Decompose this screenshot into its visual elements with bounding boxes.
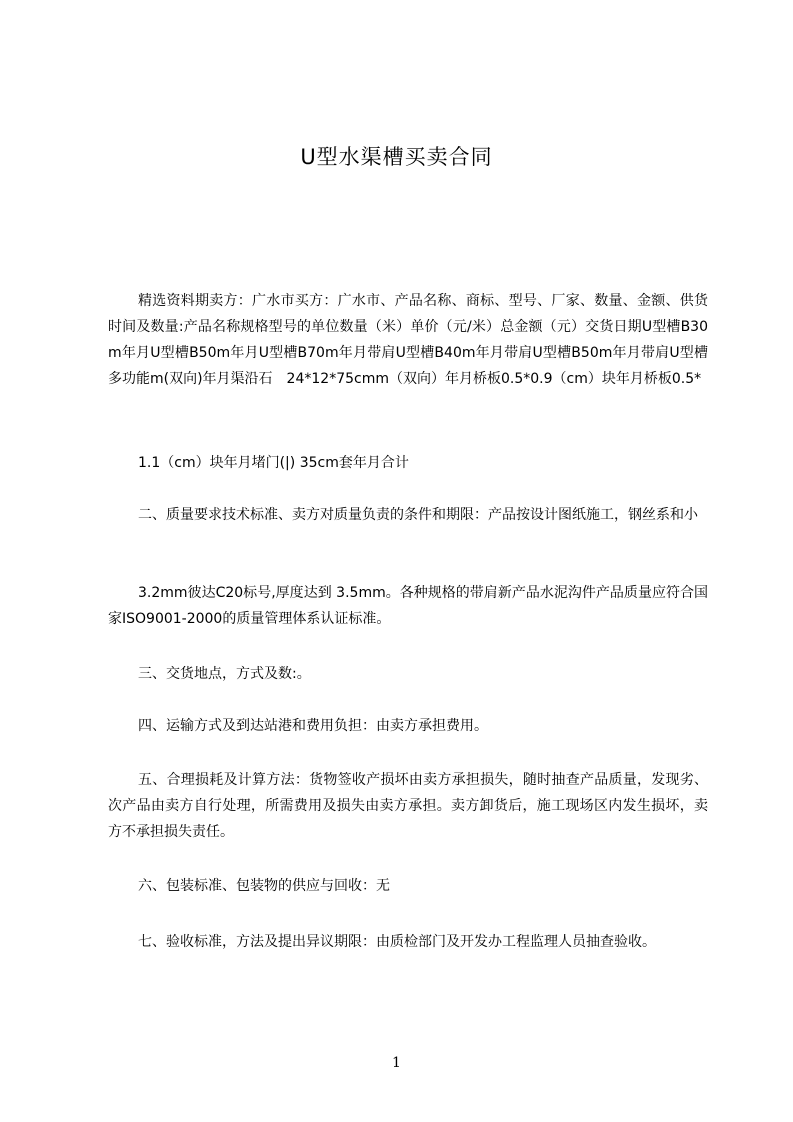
paragraph-quality-standard: 3.2mm彼达C20标号,厚度达到 3.5mm。各种规格的带肩新产品水泥沟件产品质量应符合国家ISO9001-2000的质量管理体系认证标准。 (108, 585, 708, 627)
paragraph-transport: 四、运输方式及到达站港和费用负担：由卖方承担费用。 (138, 718, 488, 734)
paragraph-loss-calculation: 五、合理损耗及计算方法：货物签收产损坏由卖方承担损失，随时抽查产品质量，发现劣、次产品由卖方自行处理，所需费用及损失由卖方承担。卖方卸货后，施工现场区内发生损坏，卖方不承担损失责任。 (108, 772, 708, 840)
paragraph-acceptance: 七、验收标准，方法及提出异议期限：由质检部门及开发办工程监理人员抽查验收。 (138, 934, 656, 950)
paragraph-delivery-location: 三、交货地点，方式及数:。 (138, 666, 311, 682)
page-number: 1 (392, 1055, 401, 1071)
paragraph-parties-products: 精选资料期卖方：广水市买方：广水市、产品名称、商标、型号、厂家、数量、金额、供货时间及数量:产品名称规格型号的单位数量（米）单价（元/米）总金额（元）交货日期U型槽B30m年月U型槽B50m年月U型槽B70m年月带肩U型槽B40m年月带肩U型槽B50m年月带肩U型槽多功能m(双向)年月渠沿石 24*12*75cmm（双向）年月桥板0.5*0.9（cm）块年月桥板0.5* (108, 293, 708, 387)
document-title: U型水渠槽买卖合同 (300, 145, 493, 169)
paragraph-items-total: 1.1（cm）块年月堵门(|) 35cm套年月合计 (138, 455, 409, 471)
paragraph-packaging: 六、包装标准、包装物的供应与回收：无 (138, 878, 390, 894)
paragraph-quality-requirements: 二、质量要求技术标准、卖方对质量负责的条件和期限：产品按设计图纸施工，钢丝系和小 (138, 507, 698, 523)
